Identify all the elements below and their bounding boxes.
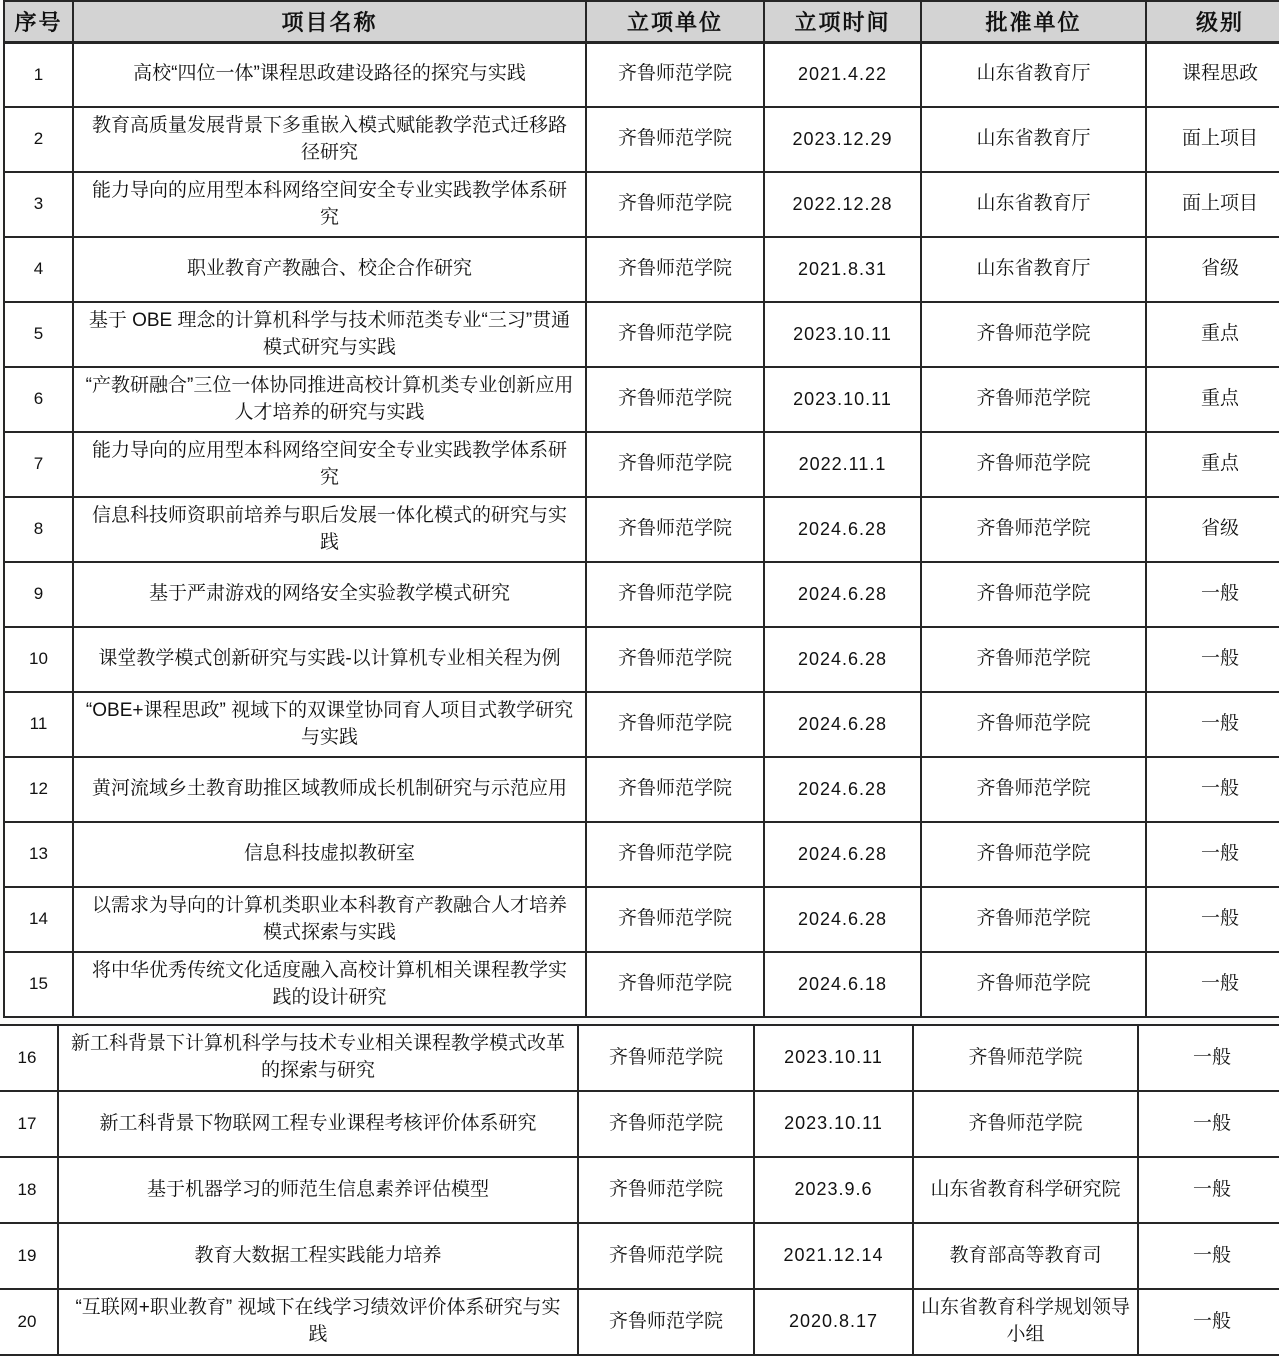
cell-level: 面上项目: [1146, 172, 1279, 237]
cell-date: 2023.10.11: [754, 1091, 913, 1157]
cell-establishing-unit: 齐鲁师范学院: [586, 172, 764, 237]
cell-project-name: 职业教育产教融合、校企合作研究: [73, 237, 586, 302]
cell-establishing-unit: 齐鲁师范学院: [586, 237, 764, 302]
table-row: [4, 367, 1279, 432]
cell-project-name: 以需求为导向的计算机类职业本科教育产教融合人才培养模式探索与实践: [73, 887, 586, 952]
cell-date: 2024.6.28: [764, 627, 921, 692]
cell-establishing-unit: 齐鲁师范学院: [586, 302, 764, 367]
cell-index: 7: [4, 432, 73, 497]
cell-index: 17: [0, 1091, 58, 1157]
cell-project-name: 高校“四位一体”课程思政建设路径的探究与实践: [73, 42, 586, 107]
cell-level: 一般: [1146, 692, 1279, 757]
cell-level: 面上项目: [1146, 107, 1279, 172]
cell-project-name: “产教研融合”三位一体协同推进高校计算机类专业创新应用人才培养的研究与实践: [73, 367, 586, 432]
column-header-project-name: 项目名称: [73, 1, 586, 42]
cell-index: 19: [0, 1223, 58, 1289]
projects-table-page-2: [0, 1024, 1279, 1356]
cell-approving-unit: 齐鲁师范学院: [921, 562, 1146, 627]
column-header-approving-unit: 批准单位: [921, 1, 1146, 42]
table-row: [4, 237, 1279, 302]
cell-index: 20: [0, 1289, 58, 1355]
cell-index: 13: [4, 822, 73, 887]
table-row: [4, 497, 1279, 562]
cell-approving-unit: 齐鲁师范学院: [921, 432, 1146, 497]
cell-index: 4: [4, 237, 73, 302]
column-header-establishing-unit: 立项单位: [586, 1, 764, 42]
cell-level: 重点: [1146, 432, 1279, 497]
cell-date: 2021.8.31: [764, 237, 921, 302]
cell-project-name: 新工科背景下计算机科学与技术专业相关课程教学模式改革的探索与研究: [58, 1025, 578, 1091]
cell-project-name: 新工科背景下物联网工程专业课程考核评价体系研究: [58, 1091, 578, 1157]
cell-project-name: 能力导向的应用型本科网络空间安全专业实践教学体系研究: [73, 172, 586, 237]
cell-date: 2024.6.28: [764, 497, 921, 562]
cell-date: 2020.8.17: [754, 1289, 913, 1355]
cell-level: 一般: [1146, 952, 1279, 1017]
cell-establishing-unit: 齐鲁师范学院: [578, 1157, 754, 1223]
cell-approving-unit: 山东省教育科学研究院: [913, 1157, 1138, 1223]
cell-approving-unit: 齐鲁师范学院: [921, 952, 1146, 1017]
table-row: [4, 692, 1279, 757]
cell-establishing-unit: 齐鲁师范学院: [586, 432, 764, 497]
cell-approving-unit: 齐鲁师范学院: [913, 1091, 1138, 1157]
cell-establishing-unit: 齐鲁师范学院: [586, 757, 764, 822]
cell-level: 重点: [1146, 367, 1279, 432]
column-header-date: 立项时间: [764, 1, 921, 42]
cell-approving-unit: 山东省教育厅: [921, 237, 1146, 302]
cell-establishing-unit: 齐鲁师范学院: [586, 562, 764, 627]
cell-project-name: 教育大数据工程实践能力培养: [58, 1223, 578, 1289]
cell-level: 一般: [1146, 562, 1279, 627]
cell-establishing-unit: 齐鲁师范学院: [586, 887, 764, 952]
column-header-level: 级别: [1146, 1, 1279, 42]
cell-level: 省级: [1146, 497, 1279, 562]
cell-index: 14: [4, 887, 73, 952]
cell-level: 课程思政: [1146, 42, 1279, 107]
cell-project-name: “OBE+课程思政” 视域下的双课堂协同育人项目式教学研究与实践: [73, 692, 586, 757]
cell-date: 2023.10.11: [764, 302, 921, 367]
cell-date: 2023.9.6: [754, 1157, 913, 1223]
table-row: [0, 1157, 1279, 1223]
cell-approving-unit: 齐鲁师范学院: [921, 822, 1146, 887]
cell-approving-unit: 山东省教育科学规划领导小组: [913, 1289, 1138, 1355]
cell-date: 2021.12.14: [754, 1223, 913, 1289]
cell-approving-unit: 齐鲁师范学院: [921, 692, 1146, 757]
cell-index: 16: [0, 1025, 58, 1091]
cell-establishing-unit: 齐鲁师范学院: [578, 1289, 754, 1355]
document-page-1: [3, 0, 1279, 1018]
column-header-index: 序号: [4, 1, 73, 42]
cell-approving-unit: 齐鲁师范学院: [921, 367, 1146, 432]
cell-approving-unit: 教育部高等教育司: [913, 1223, 1138, 1289]
cell-approving-unit: 齐鲁师范学院: [921, 757, 1146, 822]
cell-establishing-unit: 齐鲁师范学院: [586, 952, 764, 1017]
cell-establishing-unit: 齐鲁师范学院: [586, 692, 764, 757]
cell-date: 2021.4.22: [764, 42, 921, 107]
table-row: [4, 952, 1279, 1017]
cell-project-name: 黄河流域乡土教育助推区域教师成长机制研究与示范应用: [73, 757, 586, 822]
cell-project-name: 能力导向的应用型本科网络空间安全专业实践教学体系研究: [73, 432, 586, 497]
cell-establishing-unit: 齐鲁师范学院: [578, 1223, 754, 1289]
cell-index: 5: [4, 302, 73, 367]
cell-level: 一般: [1146, 627, 1279, 692]
cell-approving-unit: 齐鲁师范学院: [921, 887, 1146, 952]
cell-date: 2022.11.1: [764, 432, 921, 497]
table-row: [0, 1091, 1279, 1157]
cell-index: 10: [4, 627, 73, 692]
table-row: [0, 1289, 1279, 1355]
document-page-2: [0, 1024, 1279, 1356]
cell-date: 2023.12.29: [764, 107, 921, 172]
table-row: [4, 42, 1279, 107]
cell-approving-unit: 齐鲁师范学院: [921, 627, 1146, 692]
cell-project-name: 教育高质量发展背景下多重嵌入模式赋能教学范式迁移路径研究: [73, 107, 586, 172]
cell-level: 省级: [1146, 237, 1279, 302]
cell-index: 9: [4, 562, 73, 627]
cell-project-name: 基于严肃游戏的网络安全实验教学模式研究: [73, 562, 586, 627]
cell-date: 2024.6.28: [764, 757, 921, 822]
table-row: [4, 887, 1279, 952]
cell-index: 6: [4, 367, 73, 432]
cell-date: 2024.6.28: [764, 887, 921, 952]
cell-index: 15: [4, 952, 73, 1017]
cell-approving-unit: 山东省教育厅: [921, 172, 1146, 237]
table-row: [4, 757, 1279, 822]
cell-index: 12: [4, 757, 73, 822]
cell-project-name: 基于 OBE 理念的计算机科学与技术师范类专业“三习”贯通模式研究与实践: [73, 302, 586, 367]
cell-approving-unit: 齐鲁师范学院: [913, 1025, 1138, 1091]
table-header-row: [4, 1, 1279, 42]
table-row: [4, 822, 1279, 887]
cell-establishing-unit: 齐鲁师范学院: [586, 627, 764, 692]
cell-establishing-unit: 齐鲁师范学院: [586, 497, 764, 562]
cell-date: 2023.10.11: [754, 1025, 913, 1091]
cell-approving-unit: 山东省教育厅: [921, 107, 1146, 172]
cell-date: 2024.6.28: [764, 692, 921, 757]
cell-index: 2: [4, 107, 73, 172]
table-row: [0, 1223, 1279, 1289]
cell-approving-unit: 齐鲁师范学院: [921, 302, 1146, 367]
cell-project-name: 将中华优秀传统文化适度融入高校计算机相关课程教学实践的设计研究: [73, 952, 586, 1017]
cell-project-name: “互联网+职业教育” 视域下在线学习绩效评价体系研究与实践: [58, 1289, 578, 1355]
cell-project-name: 信息科技虚拟教研室: [73, 822, 586, 887]
cell-date: 2024.6.28: [764, 822, 921, 887]
cell-level: 一般: [1138, 1025, 1279, 1091]
table-row: [4, 432, 1279, 497]
cell-index: 11: [4, 692, 73, 757]
cell-level: 一般: [1146, 757, 1279, 822]
table-row: [4, 562, 1279, 627]
cell-project-name: 基于机器学习的师范生信息素养评估模型: [58, 1157, 578, 1223]
table-row: [4, 302, 1279, 367]
cell-level: 重点: [1146, 302, 1279, 367]
cell-index: 1: [4, 42, 73, 107]
cell-establishing-unit: 齐鲁师范学院: [586, 822, 764, 887]
cell-date: 2023.10.11: [764, 367, 921, 432]
cell-level: 一般: [1138, 1223, 1279, 1289]
table-row: [4, 172, 1279, 237]
cell-index: 3: [4, 172, 73, 237]
cell-index: 8: [4, 497, 73, 562]
cell-level: 一般: [1138, 1157, 1279, 1223]
table-row: [4, 107, 1279, 172]
cell-establishing-unit: 齐鲁师范学院: [586, 42, 764, 107]
cell-date: 2022.12.28: [764, 172, 921, 237]
table-row: [4, 627, 1279, 692]
cell-establishing-unit: 齐鲁师范学院: [586, 107, 764, 172]
table-row: [0, 1025, 1279, 1091]
cell-establishing-unit: 齐鲁师范学院: [578, 1025, 754, 1091]
cell-approving-unit: 山东省教育厅: [921, 42, 1146, 107]
cell-establishing-unit: 齐鲁师范学院: [578, 1091, 754, 1157]
cell-index: 18: [0, 1157, 58, 1223]
cell-level: 一般: [1138, 1091, 1279, 1157]
cell-establishing-unit: 齐鲁师范学院: [586, 367, 764, 432]
cell-approving-unit: 齐鲁师范学院: [921, 497, 1146, 562]
projects-table-page-1: [3, 0, 1279, 1018]
cell-date: 2024.6.18: [764, 952, 921, 1017]
cell-project-name: 课堂教学模式创新研究与实践-以计算机专业相关程为例: [73, 627, 586, 692]
cell-project-name: 信息科技师资职前培养与职后发展一体化模式的研究与实践: [73, 497, 586, 562]
cell-level: 一般: [1146, 822, 1279, 887]
cell-date: 2024.6.28: [764, 562, 921, 627]
cell-level: 一般: [1138, 1289, 1279, 1355]
cell-level: 一般: [1146, 887, 1279, 952]
